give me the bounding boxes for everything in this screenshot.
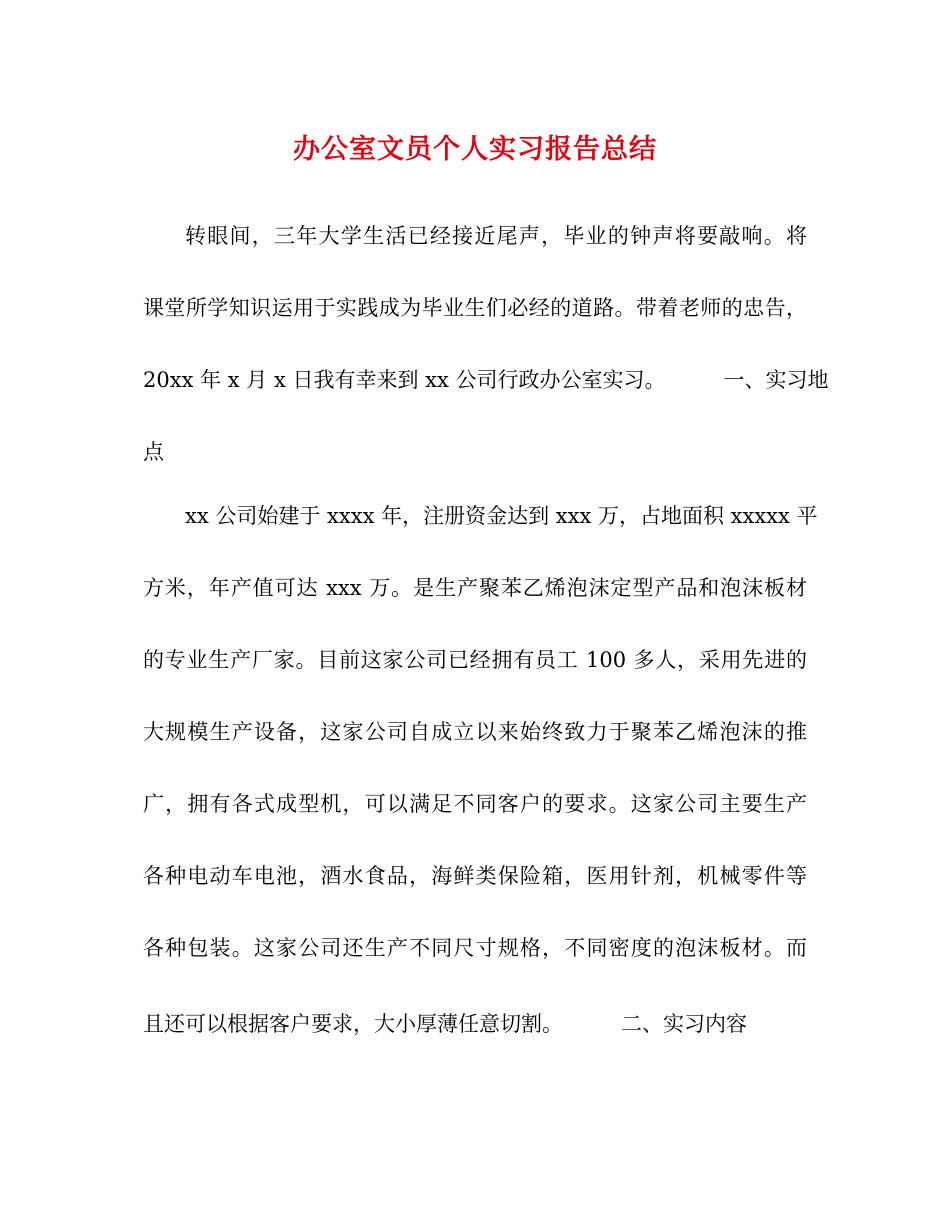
paragraph-line [143, 362, 829, 398]
document-title: 办公室文员个人实习报告总结 [293, 134, 657, 165]
paragraph-line: 转眼间，三年大学生活已经接近尾声，毕业的钟声将要敲响。将 [185, 224, 807, 248]
paragraph-text: 20xx 年 x 月 x 日我有幸来到 xx 公司行政办公室实习。 [143, 368, 666, 392]
paragraph-line: 广，拥有各式成型机，可以满足不同客户的要求。这家公司主要生产 [143, 792, 807, 816]
paragraph-line: 方米，年产值可达 xxx 万。是生产聚苯乙烯泡沫定型产品和泡沫板材 [143, 576, 807, 600]
section-heading: 一、实习地 [723, 368, 829, 392]
paragraph-line: 的专业生产厂家。目前这家公司已经拥有员工 100 多人，采用先进的 [143, 648, 807, 672]
paragraph-line: 大规模生产设备，这家公司自成立以来始终致力于聚苯乙烯泡沫的推 [143, 720, 807, 744]
paragraph-line: 各种电动车电池，酒水食品，海鲜类保险箱，医用针剂，机械零件等 [143, 864, 807, 888]
paragraph-line: 课堂所学知识运用于实践成为毕业生们必经的道路。带着老师的忠告， [143, 296, 807, 320]
paragraph-line: xx 公司始建于 xxxx 年，注册资金达到 xxx 万，占地面积 xxxxx 平 [185, 504, 818, 528]
paragraph-line: 各种包装。这家公司还生产不同尺寸规格，不同密度的泡沫板材。而 [143, 936, 807, 960]
paragraph-text: 且还可以根据客户要求，大小厚薄任意切割。 [143, 1012, 563, 1036]
paragraph-line [143, 1006, 807, 1042]
section-heading: 二、实习内容 [621, 1012, 747, 1036]
paragraph-line: 点 [143, 440, 164, 464]
